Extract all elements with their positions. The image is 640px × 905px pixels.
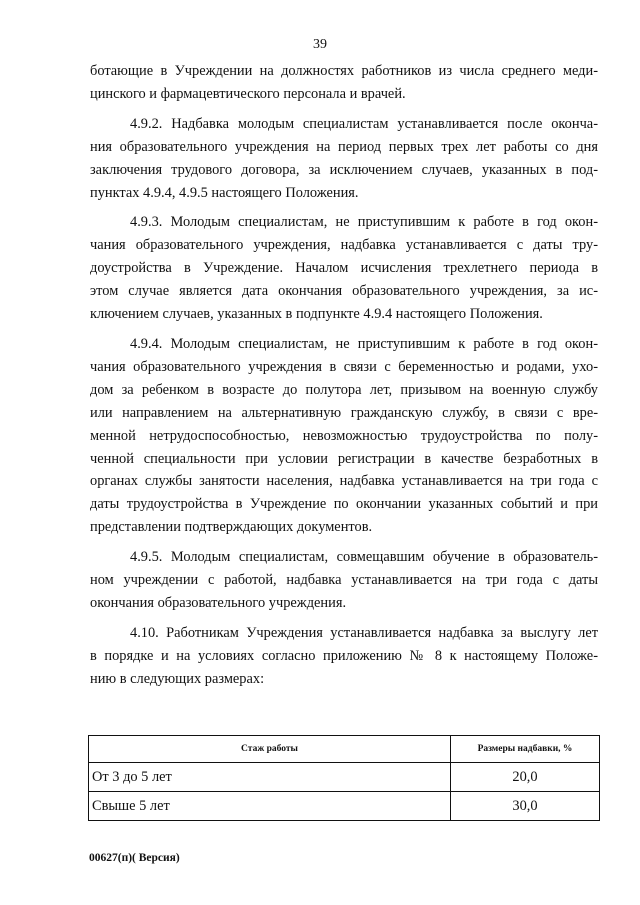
text-line: менной нетрудоспособностью, невозможностью трудоустройства по полу- (90, 427, 598, 444)
document-footer-code: 00627(п)( Версия) (89, 852, 180, 864)
table-row (89, 792, 600, 821)
column-header-bonus: Размеры надбавки, % (451, 736, 600, 763)
table-cell-experience: Свыше 5 лет (89, 792, 451, 821)
text-line: дом за ребенком в возрасте до полутора лет, призывом на военную службу (90, 381, 598, 398)
text-line: или направлением на альтернативную гражданскую службу, в связи с вре- (90, 404, 598, 421)
paragraph-4-9-5 (90, 546, 598, 615)
paragraph-4-9-2 (90, 113, 598, 205)
text-line: органах службы занятости населения, надбавка устанавливается на три года с (90, 473, 598, 490)
text-line: ботающие в Учреждении на должностях работников из числа среднего меди- (90, 63, 598, 79)
text-line: в порядке и на условиях согласно приложению № 8 к настоящему Положе- (90, 647, 598, 664)
text-line: доустройства в Учреждение. Началом исчисления трехлетнего периода в (90, 260, 598, 277)
text-line: пунктах 4.9.4, 4.9.5 настоящего Положения. (90, 184, 359, 201)
table-cell-experience: От 3 до 5 лет (89, 763, 451, 792)
seniority-bonus-table (88, 735, 600, 821)
text-line: заключения трудового договора, за исключением случаев, указанных в под- (90, 161, 598, 178)
text-line: окончания образовательного учреждения. (90, 594, 347, 611)
column-header-experience: Стаж работы (89, 736, 451, 763)
text-line: 4.9.2. Надбавка молодым специалистам устанавливается после оконча- (130, 115, 598, 132)
document-body (90, 60, 598, 698)
text-line: этом случае является дата окончания образовательного учреждения, за ис- (90, 283, 598, 300)
text-line: представлении подтверждающих документов. (90, 519, 373, 536)
text-line: даты трудоустройства в Учреждение по окончании указанных событий и при (90, 496, 598, 513)
text-line: ключением случаев, указанных в подпункте 4.9.4 настоящего Положения. (90, 306, 543, 323)
text-line: ном учреждении с работой, надбавка устанавливается на три года с даты (90, 572, 598, 589)
text-line: 4.9.4. Молодым специалистам, не приступившим к работе в год окон- (130, 335, 598, 352)
table-header-row (89, 736, 600, 763)
text-line: ченной специальности при условии регистрации в качестве безработных в (90, 450, 598, 467)
page-number: 39 (313, 37, 327, 52)
text-line: 4.9.5. Молодым специалистам, совмещавшим обучение в образователь- (130, 549, 598, 566)
paragraph-4-9-3 (90, 211, 598, 326)
table-row (89, 763, 600, 792)
paragraph-4-10 (90, 622, 598, 691)
text-line: чания образовательного учреждения в связи с беременностью и родами, ухо- (90, 358, 598, 375)
text-line: 4.10. Работникам Учреждения устанавливается надбавка за выслугу лет (130, 624, 598, 641)
paragraph-continuation (90, 60, 598, 106)
text-line: нию в следующих размерах: (90, 670, 265, 687)
table-cell-bonus: 30,0 (451, 792, 600, 821)
text-line: ния образовательного учреждения на период первых трех лет работы со дня (90, 138, 598, 155)
table-cell-bonus: 20,0 (451, 763, 600, 792)
text-line: чания образовательного учреждения, надбавка устанавливается с даты тру- (90, 237, 598, 254)
paragraph-4-9-4 (90, 333, 598, 539)
text-line: 4.9.3. Молодым специалистам, не приступившим к работе в год окон- (130, 214, 598, 231)
text-line: цинского и фармацевтического персонала и врачей. (90, 85, 406, 102)
